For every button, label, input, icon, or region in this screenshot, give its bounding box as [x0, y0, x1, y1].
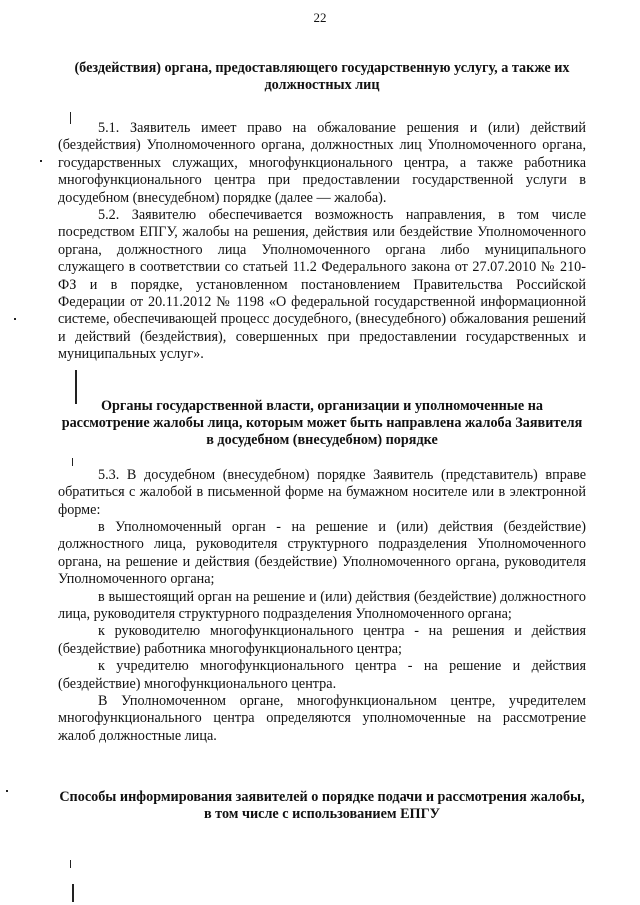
scan-mark: [72, 458, 73, 466]
paragraph-5-3: 5.3. В досудебном (внесудебном) порядке Заявитель (представитель) вправе обратиться с жалобой в письменной форме на бумажном носителе или в электронной форме:: [58, 466, 586, 518]
list-item-mfc-head: к руководителю многофункционального центра - на решения и действия (бездействие) работника многофункционального центра;: [58, 623, 586, 657]
paragraph-5-1: 5.1. Заявитель имеет право на обжалование решения и (или) действий (бездействия) Уполномоченного органа, должностных лиц Уполномоченного органа, государственных служащих, многофункционального центра, а также работника многофункционального центра при предоставлении государственной услуги в досудебном (внесудебном) порядке (далее — жалоба).: [58, 120, 586, 206]
scan-mark: [6, 790, 8, 792]
document-body: [58, 60, 586, 823]
scan-mark: [72, 884, 74, 902]
paragraph-responsible-officials: В Уполномоченном органе, многофункциональном центре, учредителем многофункционального центра определяются уполномоченные на рассмотрение жалоб должностные лица.: [58, 692, 586, 744]
scan-mark: [40, 160, 42, 162]
scan-mark: [14, 318, 16, 320]
page-number: 22: [313, 10, 327, 25]
list-item-authorized-body: в Уполномоченный орган - на решение и (или) действия (бездействие) должностного лица, руководителя структурного подразделения Уполномоченного органа, на решение и действия (бездействие) Уполномоченного органа, руководителя Уполномоченного органа;: [58, 518, 586, 588]
section-heading-authorities: Органы государственной власти, организации и уполномоченные на рассмотрение жалобы лица, которым может быть направлена жалоба Заявителя в досудебном (внесудебном) порядке: [61, 397, 583, 448]
scan-mark: [70, 112, 71, 124]
section-heading-appeal-rights: (бездействия) органа, предоставляющего государственную услугу, а также их должностных лиц: [74, 60, 570, 93]
scan-mark: [70, 860, 71, 868]
scan-mark: [75, 370, 77, 404]
list-item-superior-body: в вышестоящий орган на решение и (или) действия (бездействие) должностного лица, руководителя структурного подразделения Уполномоченного органа;: [58, 588, 586, 622]
list-item-mfc-founder: к учредителю многофункционального центра - на решение и действия (бездействие) многофункционального центра.: [58, 658, 586, 692]
section-heading-informing-methods: Способы информирования заявителей о порядке подачи и рассмотрения жалобы, в том числе с использованием ЕПГУ: [59, 789, 585, 823]
paragraph-5-2: 5.2. Заявителю обеспечивается возможность направления, в том числе посредством ЕПГУ, жалобы на решения, действия или бездействие Уполномоченного органа, должностного лица Уполномоченного органа либо муниципального служащего в соответствии со статьей 11.2 Федерального закона от 27.07.2010 № 210-ФЗ и в порядке, установленном постановлением Правительства Российской Федерации от 20.11.2012 № 1198 «О федеральной государственной информационной системе, обеспечивающей процесс досудебного, (внесудебного) обжалования решений и действий (бездействия), совершенных при предоставлении государственных и муниципальных услуг».: [58, 207, 586, 363]
